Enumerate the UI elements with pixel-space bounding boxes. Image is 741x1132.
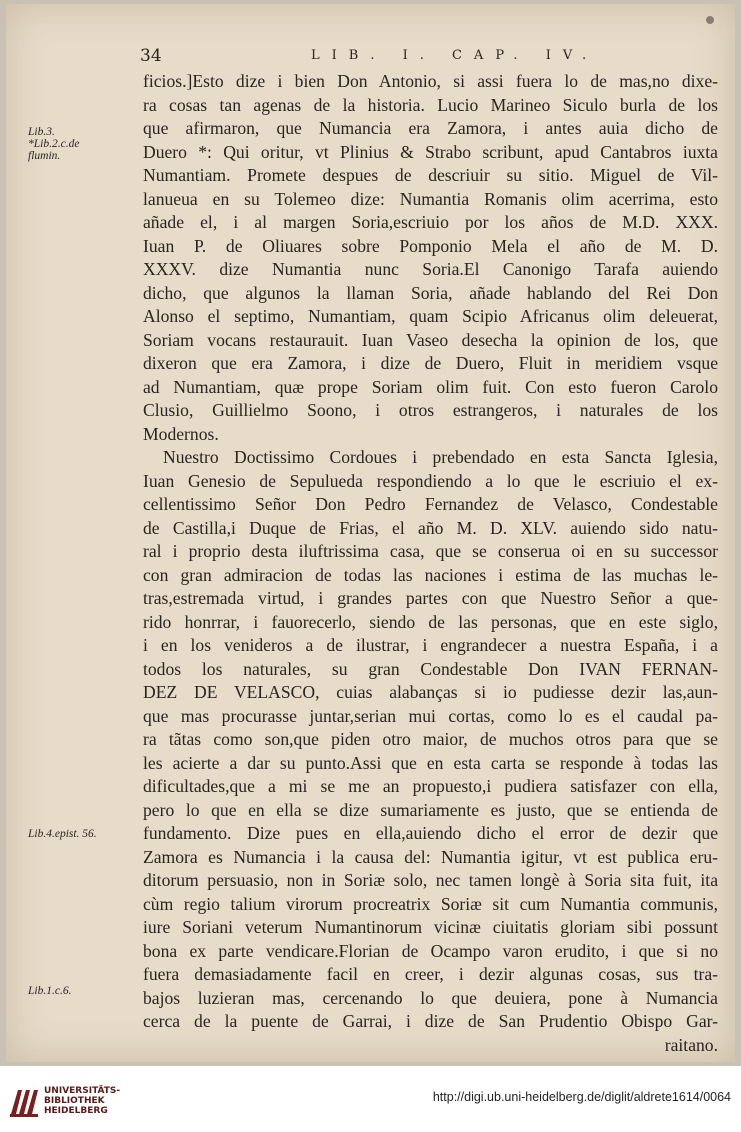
- text-line: Alonso el septimo, Numantiam, quam Scipio Africanus olim deleuerat,: [143, 306, 718, 326]
- text-line: bona ex parte vendicare.Florian de Ocampo varon erudito, i que si no: [143, 940, 718, 961]
- text-line: fundamento. Dize pues en ella,auiendo dicho el error de dezir que: [143, 823, 718, 843]
- text-line: cùm regio talium virorum procreatrix Soriæ sit cum Numantia communis,: [143, 893, 718, 914]
- page-number: 34: [140, 46, 162, 66]
- text-line: Nuestro Doctissimo Cordoues i prebendado en esta Sancta Iglesia,: [163, 447, 718, 467]
- text-line: Duero *: Qui oritur, vt Plinius & Strabo scribunt, apud Cantabros iuxta: [143, 141, 718, 162]
- institution-name: UNIVERSITÄTS- BIBLIOTHEK HEIDELBERG: [44, 1086, 121, 1116]
- text-line: cerca de la puente de Garrai, i dize de San Prudentio Obispo Gar-: [143, 1011, 718, 1031]
- text-line: XXXV. dize Numantia nunc Soria.El Canonigo Tarafa auiendo: [143, 259, 718, 279]
- text-line: bajos luzieran mas, cercenando lo que deuiera, pone à Numancia: [143, 987, 718, 1008]
- text-line: pero lo que en ella se dize sumariamente es justo, que se entienda de: [143, 799, 718, 820]
- library-logo-icon: [8, 1084, 40, 1118]
- text-line: Iuan Genesio de Sepulueda respondiendo a lo que le escriuio el ex-: [143, 470, 718, 491]
- text-line: ra tãtas como son,que piden otro maior, de muchos otros para que se: [143, 729, 718, 749]
- text-line: tras,estremada virtud, i grandes partes con que Nuestro Señor a que-: [143, 588, 718, 608]
- text-line: Zamora es Numancia i la causa del: Numantia igitur, vt est publica eru-: [143, 846, 718, 867]
- text-line: que afirmaron, que Numancia era Zamora, i antes auia dicho de: [143, 118, 718, 138]
- text-line: dicho, que algunos la llaman Soria, añade hablando del Rei Don: [143, 282, 718, 303]
- text-line: Numantiam. Promete despues de descriuir su sitio. Miguel de Vil-: [143, 165, 718, 185]
- text-line: DEZ DE VELASCO, cuias alabanças si io pudiesse dezir las,aun-: [143, 682, 718, 702]
- book-page: [6, 4, 735, 1062]
- text-line: añade el, i al margen Soria,escriuio por los años de M.D. XXX.: [143, 212, 718, 232]
- text-line: con gran admiracion de todas las naciones i estima de las muchas le-: [143, 564, 718, 585]
- text-line: iure Soriani veterum Numantinorum vicinæ ciuitatis gloriam sibi possunt: [143, 917, 718, 937]
- text-line: ral i proprio desta iluftrissima casa, que se conserua oi en su successor: [143, 541, 718, 561]
- footer-bar: [0, 1066, 741, 1132]
- margin-note: Lib.4.epist. 56.: [28, 828, 97, 840]
- text-line: ad Numantiam, quæ prope Soriam olim fuit. Con esto fueron Carolo: [143, 376, 718, 397]
- text-line: ficios.]Esto dize i bien Don Antonio, si assi fuera lo de mas,no dixe-: [143, 71, 718, 91]
- ink-spot: [706, 16, 714, 24]
- running-header: [6, 46, 735, 70]
- text-line: que mas procurasse juntar,serian mui cortas, como lo es el caudal pa-: [143, 705, 718, 726]
- text-line: dixeron que era Zamora, i dize de Duero, Fluit in meridiem vsque: [143, 353, 718, 373]
- text-line: les acierte a dar su punto.Assi que en esta carta se responde à todas las: [143, 752, 718, 773]
- text-line: Clusio, Guillielmo Soono, i otros estrangeros, i naturales de los: [143, 400, 718, 420]
- text-line: cellentissimo Señor Don Pedro Fernandez de Velasco, Condestable: [143, 494, 718, 514]
- text-line: i en los venideros a de ilustrar, i engrandecer a nuestra España, i a: [143, 635, 718, 655]
- text-line: fuera demasiadamente facil en creer, i dezir algunas cosas, sus tra-: [143, 964, 718, 984]
- source-url[interactable]: http://digi.ub.uni-heidelberg.de/diglit/aldrete1614/0064: [432, 1090, 731, 1104]
- body-text: [143, 70, 718, 1057]
- margin-note: Lib.3.: [28, 126, 55, 138]
- text-line: Modernos.: [143, 423, 219, 444]
- text-line: raitano.: [664, 1034, 718, 1055]
- text-line: rido honrrar, i fauorecerlo, siendo de las personas, que en este siglo,: [143, 611, 718, 632]
- text-line: de Castilla,i Duque de Frias, el año M. D. XLV. auiendo sido natu-: [143, 517, 718, 538]
- text-line: Iuan P. de Oliuares sobre Pomponio Mela el año de M. D.: [143, 235, 718, 256]
- text-line: todos los naturales, su gran Condestable Don IVAN FERNAN-: [143, 658, 718, 679]
- text-line: Soriam vocans restaurauit. Iuan Vaseo desecha la opinion de los, que: [143, 329, 718, 350]
- text-line: lanueua en su Tolemeo dize: Numantia Romanis olim acerrima, esto: [143, 188, 718, 209]
- running-title: LIB. I. CAP. IV.: [311, 48, 599, 63]
- text-line: ditorum persuasio, non in Soriæ solo, nec tamen longè à Soria sita fuit, ita: [143, 870, 718, 890]
- margin-note: Lib.1.c.6.: [28, 985, 72, 997]
- text-line: ra cosas tan agenas de la historia. Lucio Marineo Siculo burla de los: [143, 94, 718, 115]
- text-line: dificultades,que a mi se me an propuesto,i pudiera satisfazer con ella,: [143, 776, 718, 796]
- margin-note: *Lib.2.c.de flumin.: [28, 138, 80, 162]
